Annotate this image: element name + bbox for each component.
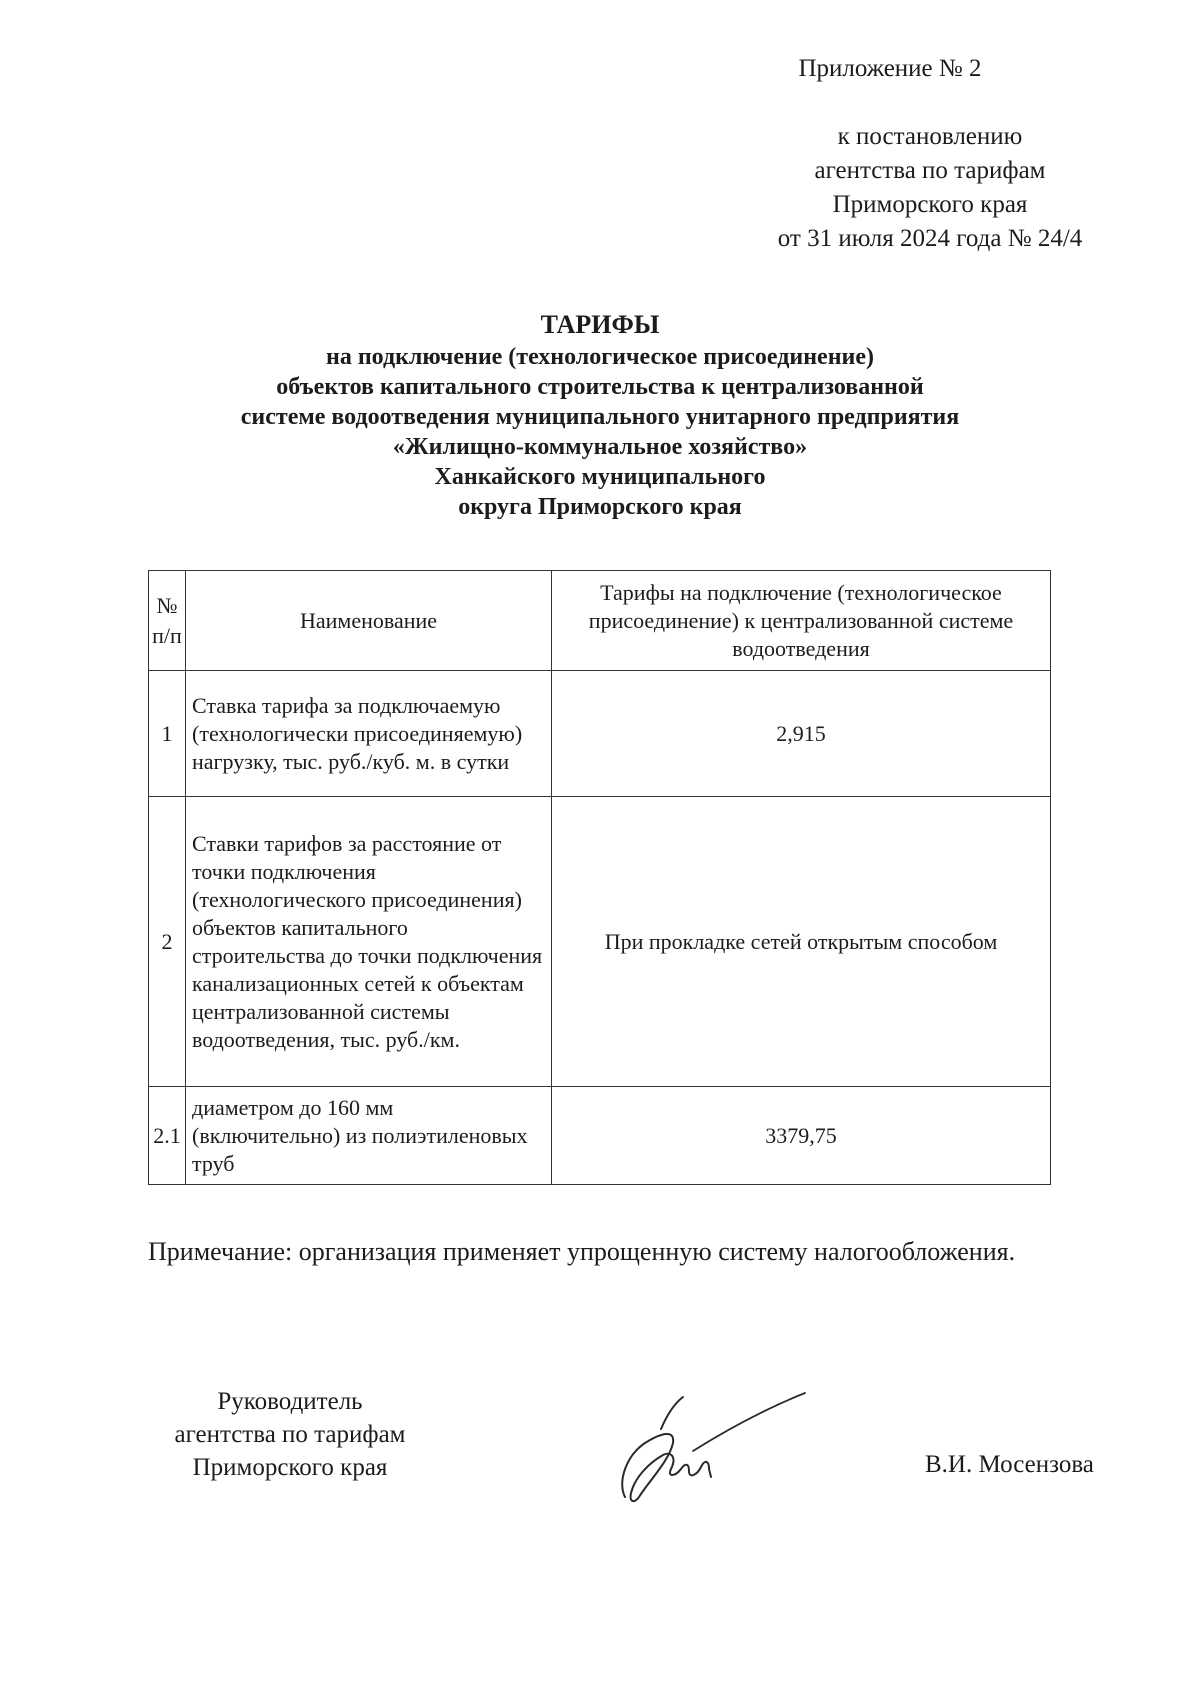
row-name: Ставка тарифа за подключаемую (технологически присоединяемую) нагрузку, тыс. руб./куб. м. в сутки: [186, 671, 552, 797]
signer-title: [140, 1385, 440, 1484]
signer-title-line: Приморского края: [192, 1454, 388, 1481]
row-num: 2.1: [149, 1087, 186, 1185]
appendix-number: Приложение № 2: [798, 55, 982, 82]
title-main: ТАРИФЫ: [540, 310, 660, 339]
row-name: диаметром до 160 мм (включительно) из полиэтиленовых труб: [186, 1087, 552, 1185]
row-num: 1: [149, 671, 186, 797]
tariffs-table: [148, 570, 1051, 1185]
title-line: объектов капитального строительства к централизованной: [276, 374, 924, 400]
header-name: Наименование: [186, 571, 552, 671]
table-row: [149, 797, 1051, 1087]
title-line: округа Приморского края: [458, 494, 742, 520]
document-title: [140, 310, 1060, 522]
appendix-ref-line: к постановлению: [837, 123, 1023, 150]
appendix-ref-line: от 31 июля 2024 года № 24/4: [777, 225, 1083, 252]
header-num: № п/п: [149, 571, 186, 671]
appendix-ref-line: Приморского края: [832, 191, 1028, 218]
table-header-row: [149, 571, 1051, 671]
signer-title-line: Руководитель: [217, 1388, 363, 1415]
row-tariff: 2,915: [552, 671, 1051, 797]
signer-name: В.И. Мосензова: [925, 1451, 1094, 1478]
row-num: 2: [149, 797, 186, 1087]
appendix-reference: [700, 120, 1160, 256]
row-tariff: 3379,75: [552, 1087, 1051, 1185]
handwritten-signature: [605, 1385, 815, 1515]
table-row: [149, 671, 1051, 797]
row-tariff: При прокладке сетей открытым способом: [552, 797, 1051, 1087]
title-line: на подключение (технологическое присоединение): [325, 344, 874, 370]
row-name: Ставки тарифов за расстояние от точки подключения (технологического присоединения) объектов капитального строительства до точки подключения канализационных сетей к объектам централизованной системы водоотведения, тыс. руб./км.: [186, 797, 552, 1087]
title-line: системе водоотведения муниципального унитарного предприятия: [240, 404, 960, 430]
appendix-ref-line: агентства по тарифам: [814, 157, 1046, 184]
signer-title-line: агентства по тарифам: [174, 1421, 406, 1448]
header-tariff: Тарифы на подключение (технологическое присоединение) к централизованной системе водоотведения: [552, 571, 1051, 671]
table-row: [149, 1087, 1051, 1185]
title-line: «Жилищно-коммунальное хозяйство»: [392, 434, 808, 460]
title-line: Ханкайского муниципального: [434, 464, 766, 490]
note-text: Примечание: организация применяет упрощенную систему налогообложения.: [148, 1237, 1016, 1266]
